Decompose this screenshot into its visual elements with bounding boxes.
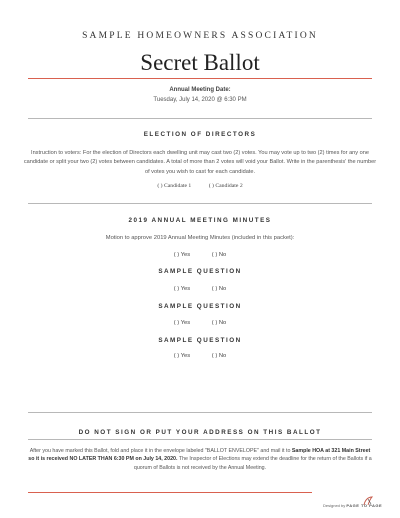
association-name: SAMPLE HOMEOWNERS ASSOCIATION — [82, 31, 318, 41]
question-1-options — [0, 286, 400, 292]
meeting-date-label: Annual Meeting Date: — [169, 87, 231, 93]
question-1-heading: SAMPLE QUESTION — [158, 268, 242, 275]
election-instructions: Instruction to voters: For the election of Directors each dwelling unit may cast two (2) votes. You may vote up to two (2) times for any one candidate or split your two (2) votes between candidates. A total of more than 2 votes will void your Ballot. Write in the parenthesis' the number of votes you wish to cast for each candidate. — [23, 150, 377, 175]
section-divider — [28, 118, 372, 119]
minutes-options — [0, 252, 400, 258]
return-instructions-text: After you have marked this Ballot, fold and place it in the envelope labeled "BALLOT ENVELOPE" and mail it to — [29, 448, 292, 454]
footer-divider-bottom — [28, 439, 372, 440]
designer-brand: PAGE TO PAGE — [346, 503, 383, 508]
candidate-row — [0, 183, 400, 189]
return-instructions-note: The Inspector of Elections may extend the deadline for the return of the Ballots if a quorum of Ballots is not received by the Annual Meeting. — [133, 456, 372, 471]
designed-by-label: Designed by — [323, 503, 346, 508]
question-2-no-option[interactable]: ( ) No — [211, 320, 227, 326]
question-2-yes-option[interactable]: ( ) Yes — [173, 320, 191, 326]
candidate-2-option[interactable]: ( ) Candidate 2 — [208, 183, 243, 189]
question-1-yes-option[interactable]: ( ) Yes — [173, 286, 191, 292]
section-divider — [28, 203, 372, 204]
question-3-options — [0, 353, 400, 359]
meeting-date: Tuesday, July 14, 2020 @ 6:30 PM — [153, 97, 247, 103]
ballot-title: Secret Ballot — [140, 50, 260, 75]
question-3-yes-option[interactable]: ( ) Yes — [173, 353, 191, 359]
return-instructions — [26, 447, 374, 472]
minutes-motion: Motion to approve 2019 Annual Meeting Minutes (included in this packet): — [105, 235, 295, 241]
question-2-options — [0, 320, 400, 326]
brand-logo-icon — [362, 496, 374, 506]
question-2-heading: SAMPLE QUESTION — [158, 303, 242, 310]
header-divider — [28, 78, 372, 79]
candidate-1-option[interactable]: ( ) Candidate 1 — [157, 183, 192, 189]
minutes-no-option[interactable]: ( ) No — [211, 252, 227, 258]
question-3-no-option[interactable]: ( ) No — [211, 353, 227, 359]
minutes-heading: 2019 ANNUAL MEETING MINUTES — [128, 217, 272, 224]
do-not-sign-warning: DO NOT SIGN OR PUT YOUR ADDRESS ON THIS BALLOT — [78, 429, 322, 436]
return-deadline: Sample HOA at 321 Main Street so it is received NO LATER THAN 6:30 PM on July 14, 2020. — [28, 448, 371, 463]
footer-divider-top — [28, 412, 372, 413]
minutes-yes-option[interactable]: ( ) Yes — [173, 252, 191, 258]
question-3-heading: SAMPLE QUESTION — [158, 337, 242, 344]
question-1-no-option[interactable]: ( ) No — [211, 286, 227, 292]
election-heading: ELECTION OF DIRECTORS — [143, 131, 257, 138]
bottom-divider — [28, 492, 312, 493]
